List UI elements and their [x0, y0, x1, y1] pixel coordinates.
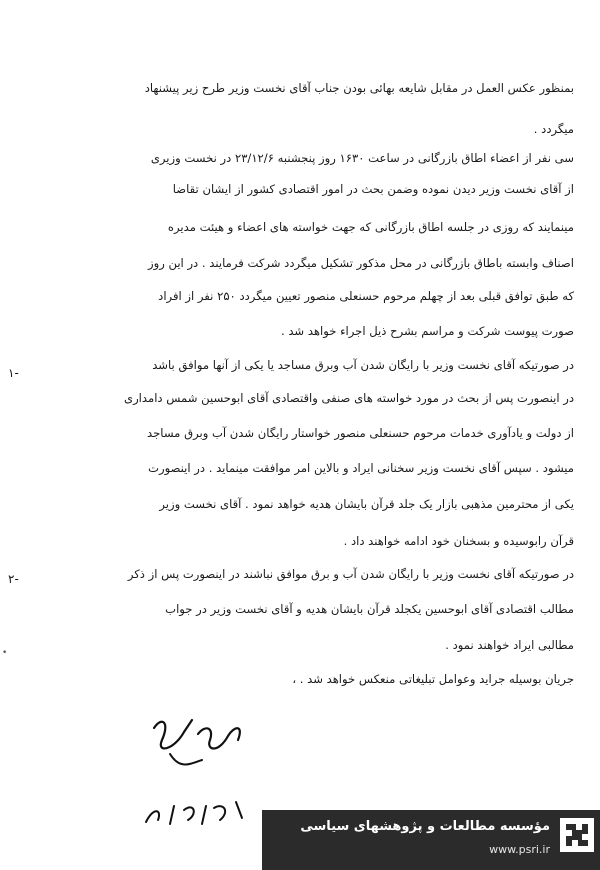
doc-line: جریان بوسیله جراید وعوامل تبلیغاتی منعکس خواهد شد . ، [292, 672, 574, 686]
watermark-footer [262, 810, 600, 870]
doc-line: اصناف وابسته باطاق بازرگانی در محل مذکور تشکیل میگردد شرکت فرمایند . در این روز [148, 256, 574, 270]
doc-line: میگردد . [533, 122, 574, 136]
doc-line: که طبق توافق قبلی بعد از چهلم مرحوم حسنعلی منصور تعیین میگردد ۲۵۰ نفر از افراد [158, 289, 574, 303]
doc-line: بمنظور عکس العمل در مقابل شایعه بهائی بودن جناب آقای نخست وزیر طرح زیر پیشنهاد [144, 81, 574, 95]
handwritten-signature [140, 710, 270, 830]
item-number: ۲- [8, 572, 19, 586]
doc-line: مطالبی ایراد خواهند نمود . [445, 638, 574, 652]
institute-name: مؤسسه مطالعات و پژوهشهای سیاسی [300, 819, 550, 834]
doc-line: مطالب اقتصادی آقای ابوحسین یکجلد قرآن بایشان هدیه و آقای نخست وزیر در جواب [165, 602, 574, 616]
doc-line: صورت پیوست شرکت و مراسم بشرح ذیل اجراء خواهد شد . [280, 324, 574, 338]
margin-mark: • [2, 648, 8, 658]
doc-line: قرآن رابوسیده و بسخنان خود ادامه خواهند داد . [343, 534, 574, 548]
doc-line: سی نفر از اعضاء اطاق بازرگانی در ساعت ۱۶۳۰ روز پنجشنبه ۲۳/۱۲/۶ در نخست وزیری [150, 151, 574, 165]
doc-line: میشود . سپس آقای نخست وزیر سخنانی ایراد و بالاین امر موافقت مینماید . در اینصورت [148, 461, 574, 475]
doc-line: از دولت و یادآوری خدمات مرحوم حسنعلی منصور خواستار رایگان شدن آب وبرق مساجد [147, 426, 574, 440]
doc-line: از آقای نخست وزیر دیدن نموده وضمن بحث در امور اقتصادی کشور از ایشان تقاضا [172, 182, 574, 196]
doc-line: در صورتیکه آقای نخست وزیر با رایگان شدن آب وبرق مساجد یا یکی از آنها موافق باشد [152, 358, 574, 372]
institute-url: www.psri.ir [489, 843, 550, 856]
doc-line: در صورتیکه آقای نخست وزیر با رایگان شدن آب و برق موافق نباشند در اینصورت پس از ذکر [127, 567, 574, 581]
institute-logo-icon [560, 818, 594, 852]
item-number: ۱- [8, 366, 19, 380]
doc-line: یکی از محترمین مذهبی بازار یک جلد قرآن بایشان هدیه خواهد نمود . آقای نخست وزیر [159, 497, 574, 511]
doc-line: در اینصورت پس از بحث در مورد خواسته های صنفی واقتصادی آقای ابوحسین شمس دامداری [124, 391, 574, 405]
doc-line: مینمایند که روزی در جلسه اطاق بازرگانی که جهت خواسته های اعضاء و هیئت مدیره [167, 220, 574, 234]
